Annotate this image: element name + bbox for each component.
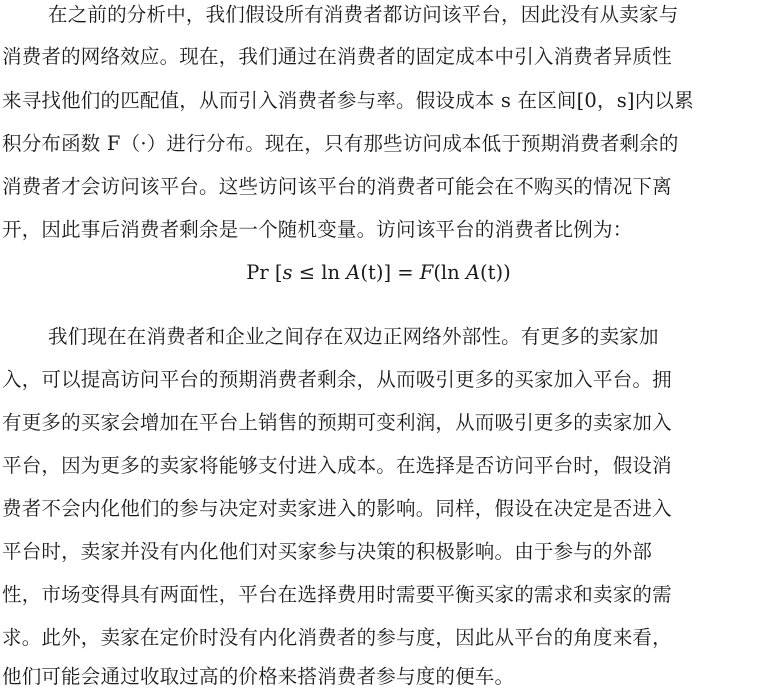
- paragraph-2-line-8: 求。此外，卖家在定价时没有内化消费者的参与度，因此从平台的角度来看，: [2, 626, 672, 649]
- probability-formula: [0, 260, 757, 285]
- formula-t-2: (t): [480, 261, 504, 284]
- formula-t-1: (t): [360, 261, 384, 284]
- formula-rbracket-eq: ] =: [383, 261, 420, 284]
- paragraph-1-line-6: 开，因此事后消费者剩余是一个随机变量。访问该平台的消费者比例为：: [2, 218, 633, 241]
- paragraph-2-line-2: 入，可以提高访问平台的预期消费者剩余，从而吸引更多的买家加入平台。拥: [2, 368, 672, 391]
- formula-A-2: A: [465, 261, 481, 284]
- paragraph-2-line-4: 平台，因为更多的卖家将能够支付进入成本。在选择是否访问平台时，假设消: [2, 454, 672, 477]
- paragraph-2-line-5: 费者不会内化他们的参与决定对卖家进入的影响。同样，假设在决定是否进入: [2, 497, 672, 520]
- formula-close: ): [503, 261, 511, 284]
- formula-pr: Pr: [246, 261, 269, 284]
- paragraph-2-line-6: 平台时，卖家并没有内化他们对买家参与决策的积极影响。由于参与的外部: [2, 540, 653, 563]
- paragraph-2-line-1: 我们现在在消费者和企业之间存在双边正网络外部性。有更多的卖家加: [48, 325, 659, 348]
- formula-F: F: [419, 261, 434, 284]
- formula-s: s: [282, 261, 293, 284]
- formula-lbracket: [: [268, 261, 283, 284]
- formula-open-ln: (ln: [433, 261, 466, 284]
- paragraph-1-line-3: 来寻找他们的匹配值，从而引入消费者参与率。假设成本 s 在区间[0，s]内以累: [2, 89, 694, 112]
- paragraph-1-line-2: 消费者的网络效应。现在，我们通过在消费者的固定成本中引入消费者异质性: [2, 45, 672, 68]
- paragraph-2-line-9: 他们可能会通过收取过高的价格来搭消费者参与度的便车。: [2, 665, 515, 688]
- paragraph-2-line-7: 性，市场变得具有两面性，平台在选择费用时需要平衡买家的需求和卖家的需: [2, 583, 672, 606]
- paragraph-1-line-4: 积分布函数 F（·）进行分布。现在，只有那些访问成本低于预期消费者剩余的: [2, 132, 679, 155]
- formula-A-1: A: [346, 261, 361, 284]
- paragraph-2-line-3: 有更多的买家会增加在平台上销售的预期可变利润，从而吸引更多的卖家加入: [2, 411, 672, 434]
- formula-leq-ln: ≤ ln: [292, 261, 347, 284]
- paragraph-1-line-1: 在之前的分析中，我们假设所有消费者都访问该平台，因此没有从卖家与: [48, 3, 679, 26]
- paragraph-1-line-5: 消费者才会访问该平台。这些访问该平台的消费者可能会在不购买的情况下离: [2, 175, 672, 198]
